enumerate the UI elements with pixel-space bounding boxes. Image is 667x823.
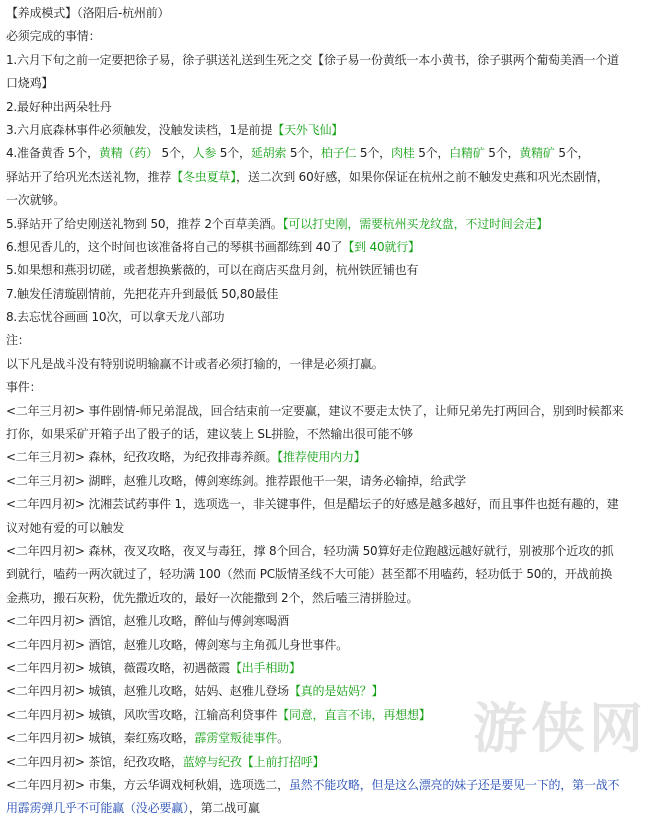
text-segment: 5.如果想和燕羽切磋，或者想换紫薇的，可以在商店买盘月剑，杭州铁匠铺也有 <box>6 263 419 278</box>
text-line <box>6 49 661 72</box>
text-line <box>6 470 661 493</box>
text-segment: <二年三月初> 事件剧情-师兄弟混战，回合结束前一定要赢，建议不要走太快了，让师兄弟先打两回合，别到时候都来 <box>6 403 624 418</box>
highlight-text: 柏子仁 <box>320 146 357 161</box>
text-line <box>6 142 661 165</box>
text-segment: ，送二次到 60好感，如果你保证在杭州之前不触发史燕和巩光杰剧情， <box>236 169 609 184</box>
text-segment: <二年四月初> 酒馆，赵雅儿攻略，醉仙与傅剑寒喝酒 <box>6 614 289 629</box>
text-segment: 5个， <box>157 146 193 161</box>
text-segment: 3.六月底森林事件必须触发，没触发读档，1是前提 <box>6 122 273 137</box>
text-segment: <二年三月初> 森林，纪孜攻略，为纪孜排毒养颜。 <box>6 450 278 465</box>
highlight-text: 【冬虫夏草】 <box>171 169 237 184</box>
text-line <box>6 774 661 797</box>
text-line <box>6 189 661 212</box>
text-line <box>6 634 661 657</box>
text-line <box>6 797 661 820</box>
highlight-text: 人参 <box>192 146 217 161</box>
text-segment: 1.六月下旬之前一定要把徐子易，徐子骐送礼送到生死之交【徐子易一份黄纸一本小黄书，徐子骐两个葡萄美酒一个道 <box>6 52 619 67</box>
text-line <box>6 25 661 48</box>
text-segment: 驿站开了给巩光杰送礼物，推荐 <box>6 169 172 184</box>
text-segment: 5个， <box>286 146 321 161</box>
highlight-text: 【真的是姑妈？】 <box>288 684 384 699</box>
site-watermark: 游侠网 <box>473 697 647 760</box>
text-line <box>6 283 661 306</box>
text-line <box>6 376 661 399</box>
highlight-text: 蓝婷与纪孜 <box>182 754 242 769</box>
highlight-text: 霹雳堂叛徒事件 <box>194 731 278 746</box>
highlight-text: 【同意，直言不讳，再想想】 <box>277 707 431 722</box>
highlight-text: 【天外飞仙】 <box>272 122 344 137</box>
text-segment: 【养成模式】（洛阳后-杭州前） <box>6 6 170 20</box>
text-segment: <二年四月初> 城镇，秦红殇攻略， <box>6 731 195 746</box>
text-line <box>6 259 661 282</box>
text-line <box>6 306 661 329</box>
text-segment: 以下凡是战斗没有特别说明输赢不计或者必须打输的，一律是必须打赢。 <box>6 356 384 371</box>
text-segment: 金燕功，搬石灰粉，优先撒近攻的，最好一次能撒到 2个，然后嗑三清拼脸过。 <box>6 590 419 605</box>
text-line <box>6 423 661 446</box>
text-segment: 一次就够。 <box>6 193 66 208</box>
highlight-text: 黄精（药） <box>98 146 158 161</box>
text-segment: 议对她有爱的可以触发 <box>6 520 125 535</box>
text-line <box>6 353 661 376</box>
text-segment: 2.最好种出两朵牡丹 <box>6 99 112 114</box>
text-segment: 口烧鸡】 <box>6 76 54 91</box>
text-line <box>6 587 661 610</box>
text-segment: 4.准备黄香 5个， <box>6 146 99 161</box>
text-segment: 5个， <box>554 146 590 161</box>
text-line <box>6 517 661 540</box>
text-segment: 5个， <box>356 146 391 161</box>
text-line <box>6 96 661 119</box>
highlight-text: 【到 40就行】 <box>342 239 420 254</box>
text-segment: 6.想见香儿的，这个时间也该准备将自己的琴棋书画都练到 40了 <box>6 239 343 254</box>
text-segment: <二年三月初> 湖畔，赵雅儿攻略，傅剑寒练剑。推荐跟他干一架，请务必输掉，给武学 <box>6 473 466 488</box>
text-segment: 到就行，嗑药一两次就过了，轻功满 100（然而 PC版情圣线不大可能）甚至都不用嗑药，轻功低于 50的，开战前换 <box>6 567 613 582</box>
highlight-text: 黄精矿 <box>519 146 555 161</box>
text-segment: <二年四月初> 城镇，风吹雪攻略，江输高利贷事件 <box>6 707 278 722</box>
note-text: 虽然不能攻略，但是这么漂亮的妹子还是要见一下的，第一战不 <box>288 777 620 792</box>
text-line <box>6 166 661 189</box>
highlight-text: 【出手相助】 <box>229 660 301 675</box>
text-line <box>6 72 661 95</box>
text-segment: 。 <box>277 731 289 746</box>
text-segment: <二年四月初> 沈湘芸试药事件 1，选项选一，非关键事件，但是醋坛子的好感是越多越好，而且事件也挺有趣的，建 <box>6 497 619 512</box>
text-line <box>6 563 661 586</box>
text-line <box>6 329 661 352</box>
text-segment: <二年四月初> 市集，方云华调戏柯秋娟，选项选二， <box>6 777 289 792</box>
text-segment: <二年四月初> 森林，夜叉攻略，夜叉与毒狂，撑 8个回合，轻功满 50算好走位跑越远越好就行，别被那个近攻的抓 <box>6 543 614 558</box>
text-line <box>6 540 661 563</box>
text-line <box>6 2 661 25</box>
highlight-text: 【可以打史刚，需要杭州买龙纹盘，不过时间会走】 <box>282 216 548 231</box>
text-segment: 注： <box>6 333 30 348</box>
highlight-text: 白精矿 <box>449 146 485 161</box>
text-line <box>6 213 661 236</box>
text-segment: 5.驿站开了给史刚送礼物到 50，推荐 2个百草美酒。 <box>6 216 283 231</box>
text-line <box>6 400 661 423</box>
text-segment: ，第二战可赢 <box>188 801 260 816</box>
text-segment: 打你，如果采矿开箱子出了骰子的话，建议装上 SL拼脸，不然输出很可能不够 <box>6 427 413 442</box>
text-segment: 7.触发任清璇剧情前，先把花卉升到最低 50,80最佳 <box>6 286 279 301</box>
text-segment: <二年四月初> 城镇，赵雅儿攻略，姑妈、赵雅儿登场 <box>6 684 289 699</box>
note-text: 用霹雳弹几乎不可能赢（没必要赢） <box>6 801 189 816</box>
text-segment: 事件： <box>6 380 42 395</box>
text-segment: 5个， <box>216 146 251 161</box>
highlight-text: 延胡索 <box>250 146 287 161</box>
text-segment: 必须完成的事情： <box>6 29 101 44</box>
text-segment: <二年四月初> 酒馆，赵雅儿攻略，傅剑寒与主角孤儿身世事件。 <box>6 637 348 652</box>
highlight-text: 肉桂 <box>390 146 415 161</box>
text-line <box>6 446 661 469</box>
text-segment: <二年四月初> 茶馆，纪孜攻略， <box>6 754 183 769</box>
text-line <box>6 493 661 516</box>
text-line <box>6 236 661 259</box>
highlight-text: 【上前打招呼】 <box>241 754 325 769</box>
text-segment: 5个， <box>414 146 450 161</box>
text-line <box>6 119 661 142</box>
text-segment: 5个， <box>484 146 520 161</box>
text-segment: 8.去忘忧谷画画 10次，可以拿天龙八部功 <box>6 310 225 325</box>
text-line <box>6 657 661 680</box>
highlight-text: 【推荐使用内力】 <box>277 450 366 465</box>
text-line <box>6 610 661 633</box>
text-segment: <二年四月初> 城镇，薇霞攻略，初遇薇霞 <box>6 660 230 675</box>
